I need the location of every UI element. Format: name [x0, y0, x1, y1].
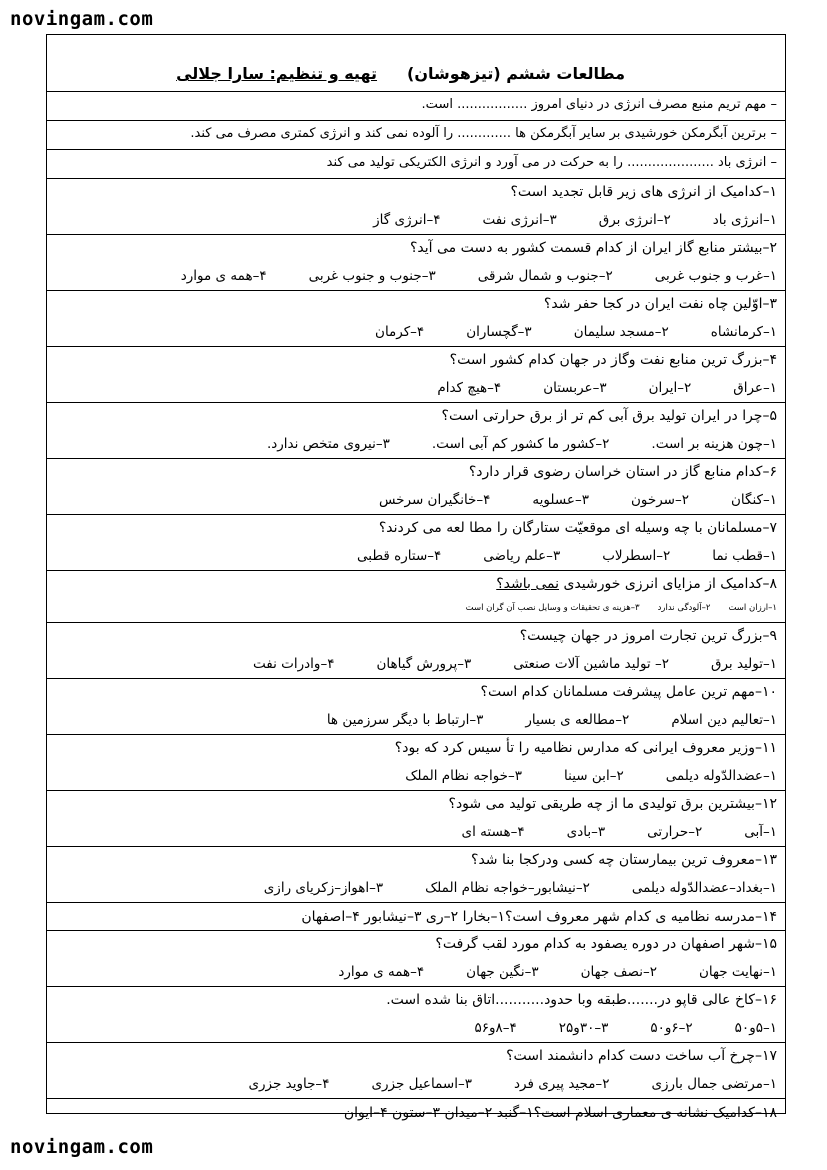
option: ۲–نصف جهان [580, 964, 657, 980]
question-12 [47, 791, 785, 847]
question-6 [47, 459, 785, 515]
question-options [55, 598, 777, 622]
option: ۱–۵و۵۰ [734, 1020, 777, 1036]
question-9 [47, 623, 785, 679]
question-options [55, 1070, 777, 1098]
question-stem: ۱۱–وزیر معروف ایرانی که مدارس نظامیه را تأ سیس کرد که بود؟ [394, 740, 777, 756]
option: ۱–تعالیم دین اسلام [671, 712, 777, 728]
underlined-negation: نمی باشد؟ [496, 576, 560, 592]
option: ۲–اسطرلاب [602, 548, 671, 564]
option: ۲–جنوب و شمال شرقی [477, 268, 613, 284]
option: ۳–گچساران [466, 324, 532, 340]
option: ۲–ابن سینا [564, 768, 624, 784]
option: ۳–عربستان [543, 380, 607, 396]
option: ۴–هسته ای [461, 824, 525, 840]
option: ۲– تولید ماشین آلات صنعتی [513, 656, 669, 672]
fill-blank-2: – برترین آبگرمکن خورشیدی بر سایر آبگرمکن ها ............. را آلوده نمی کند و انرژی کمتری مصرف می کند. [47, 121, 785, 150]
question-stem: ۱۳–معروف ترین بیمارستان چه کسی ودرکجا بنا شد؟ [471, 852, 777, 868]
option: ۱–عضدالدّوله دیلمی [665, 768, 777, 784]
question-7 [47, 515, 785, 571]
question-18 [47, 1099, 785, 1127]
option: ۳–نگین جهان [466, 964, 539, 980]
question-2 [47, 235, 785, 291]
option: ۳–جنوب و جنوب غربی [308, 268, 436, 284]
option: ۱–عراق [733, 380, 777, 396]
question-stem: ۱۰–مهم ترین عامل پیشرفت مسلمانان کدام است؟ [480, 684, 777, 700]
question-options [55, 762, 777, 790]
question-8 [47, 571, 785, 623]
option: ۳–نیروی متخص ندارد. [266, 436, 390, 452]
option: ۳–بادی [566, 824, 606, 840]
question-1 [47, 179, 785, 235]
option: ۱–نهایت جهان [698, 964, 777, 980]
option: ۱–چون هزینه بر است. [651, 436, 777, 452]
question-options [55, 1014, 777, 1042]
question-stem: ۱–کدامیک از انرژی های زیر قابل تجدید است؟ [510, 184, 777, 200]
question-options [55, 706, 777, 734]
question-3 [47, 291, 785, 347]
question-17 [47, 1043, 785, 1099]
option: ۴–همه ی موارد [338, 964, 425, 980]
option: ۲–مجید پیری فرد [513, 1076, 610, 1092]
question-stem: ۱۷–چرخ آب ساخت دست کدام دانشمند است؟ [506, 1048, 777, 1064]
option: ۲–سرخون [630, 492, 689, 508]
question-11 [47, 735, 785, 791]
question-5 [47, 403, 785, 459]
option: ۱–قطب نما [712, 548, 777, 564]
question-14 [47, 903, 785, 931]
option: ۲–مسجد سلیمان [573, 324, 669, 340]
question-stem: ۹–بزرگ ترین تجارت امروز در جهان چیست؟ [519, 628, 777, 644]
option: ۲–۶و۵۰ [650, 1020, 693, 1036]
option: ۲–کشور ما کشور کم آبی است. [431, 436, 610, 452]
question-stem: ۱۵–شهر اصفهان در دوره یصفود به کدام مورد لقب گرفت؟ [435, 936, 777, 952]
option: ۱–کرمانشاه [710, 324, 777, 340]
question-stem: ۱۲–بیشترین برق تولیدی ما از چه طریقی تولید می شود؟ [448, 796, 777, 812]
option: ۳–پرورش گیاهان [376, 656, 472, 672]
question-4 [47, 347, 785, 403]
author-credit: تهیه و تنظیم: سارا جلالی [176, 64, 378, 83]
option: ۱–آبی [744, 824, 777, 840]
site-watermark-top: novingam.com [10, 8, 154, 30]
option: ۴–هیچ کدام [437, 380, 502, 396]
option: ۴–همه ی موارد [180, 268, 267, 284]
question-options [55, 430, 777, 458]
worksheet-header [47, 35, 785, 92]
worksheet [46, 34, 786, 1121]
option: ۴–خانگیران سرخس [378, 492, 491, 508]
fill-blank-3: – انرژی باد ..................... را به حرکت در می آورد و انرژی الکتریکی تولید می کند [47, 150, 785, 179]
option: ۲–انرژی برق [598, 212, 671, 228]
question-options [55, 958, 777, 986]
option: ۳–ارتباط با دیگر سرزمین ها [326, 712, 484, 728]
option: ۳–اسماعیل جزری [371, 1076, 472, 1092]
question-stem: ۵–چرا در ایران تولید برق آبی کم تر از برق حرارتی است؟ [441, 408, 777, 424]
option: ۱–بغداد–عضدالدّوله دیلمی [631, 880, 777, 896]
question-options [55, 206, 777, 234]
option: ۱–انرژی باد [712, 212, 777, 228]
option: ۱–غرب و جنوب غربی [654, 268, 777, 284]
question-15 [47, 931, 785, 987]
option: ۴–۸و۵۶ [474, 1020, 517, 1036]
question-stem: ۲–بیشتر منابع گاز ایران از کدام قسمت کشور به دست می آید؟ [410, 240, 777, 256]
question-options [55, 818, 777, 846]
question-16 [47, 987, 785, 1043]
question-options [55, 650, 777, 678]
question-stem: ۱۴–مدرسه نظامیه ی کدام شهر معروف است؟۱–بخارا ۲–ری ۳–نیشابور ۴–اصفهان [301, 909, 777, 925]
question-13 [47, 847, 785, 903]
option: ۴–وادرات نفت [253, 656, 335, 672]
option: ۱–مرتضی جمال بارزی [651, 1076, 777, 1092]
page-title [176, 64, 625, 83]
option: ۲–مطالعه ی بسیار [525, 712, 630, 728]
question-stem-text: ۸–کدامیک از مزایای انرزی خورشیدی [559, 576, 777, 592]
question-10 [47, 679, 785, 735]
question-stem: ۳–اوّلین چاه نفت ایران در کجا حفر شد؟ [543, 296, 777, 312]
question-stem: ۷–مسلمانان با چه وسیله ای موقعیّت ستارگان را مطا لعه می کردند؟ [378, 520, 777, 536]
option: ۳–علم ریاضی [483, 548, 561, 564]
option: ۲–حرارتی [647, 824, 703, 840]
option: ۴–ستاره قطبی [357, 548, 442, 564]
question-stem: ۱۸–کدامیک نشانه ی معماری اسلام است؟۱–گنبد ۲–میدان ۳–ستون ۴–ایوان [343, 1105, 777, 1121]
option: ۳–انرژی نفت [482, 212, 557, 228]
option: ۲–آلودگی ندارد [657, 603, 711, 613]
site-watermark-bottom: novingam.com [10, 1136, 154, 1158]
option: ۴–جاوید جزری [248, 1076, 330, 1092]
question-stem: ۶–کدام منابع گاز در استان خراسان رضوی قرار دارد؟ [468, 464, 777, 480]
option: ۴–کرمان [375, 324, 425, 340]
question-stem: ۱۶–کاخ عالی قاپو در.......طبقه وبا حدود...........اتاق بنا شده است. [386, 992, 777, 1008]
option: ۱–کنگان [731, 492, 777, 508]
option: ۳–هزینه ی تحقیقات و وسایل نصب آن گران است [465, 603, 640, 613]
option: ۳–عسلویه [532, 492, 589, 508]
option: ۴–انرژی گاز [373, 212, 441, 228]
question-options [55, 542, 777, 570]
subject-title: مطالعات ششم (تیزهوشان) [407, 64, 625, 83]
option: ۲–ایران [648, 380, 692, 396]
question-stem: ۴–بزرگ ترین منابع نفت وگاز در جهان کدام کشور است؟ [449, 352, 777, 368]
option: ۳–اهواز–زکریای رازی [263, 880, 384, 896]
option: ۳–۳۰و۲۵ [558, 1020, 609, 1036]
option: ۲–نیشابور–خواجه نظام الملک [425, 880, 590, 896]
question-options [55, 374, 777, 402]
question-options [55, 874, 777, 902]
question-options [55, 262, 777, 290]
question-options [55, 318, 777, 346]
fill-blank-1: – مهم تریم منبع مصرف انرژی در دنیای امروز ................. است. [47, 92, 785, 121]
option: ۱–ارزان است [728, 603, 777, 613]
question-options [55, 486, 777, 514]
option: ۱–تولید برق [711, 656, 777, 672]
option: ۳–خواجه نظام الملک [405, 768, 523, 784]
question-stem [55, 571, 777, 598]
